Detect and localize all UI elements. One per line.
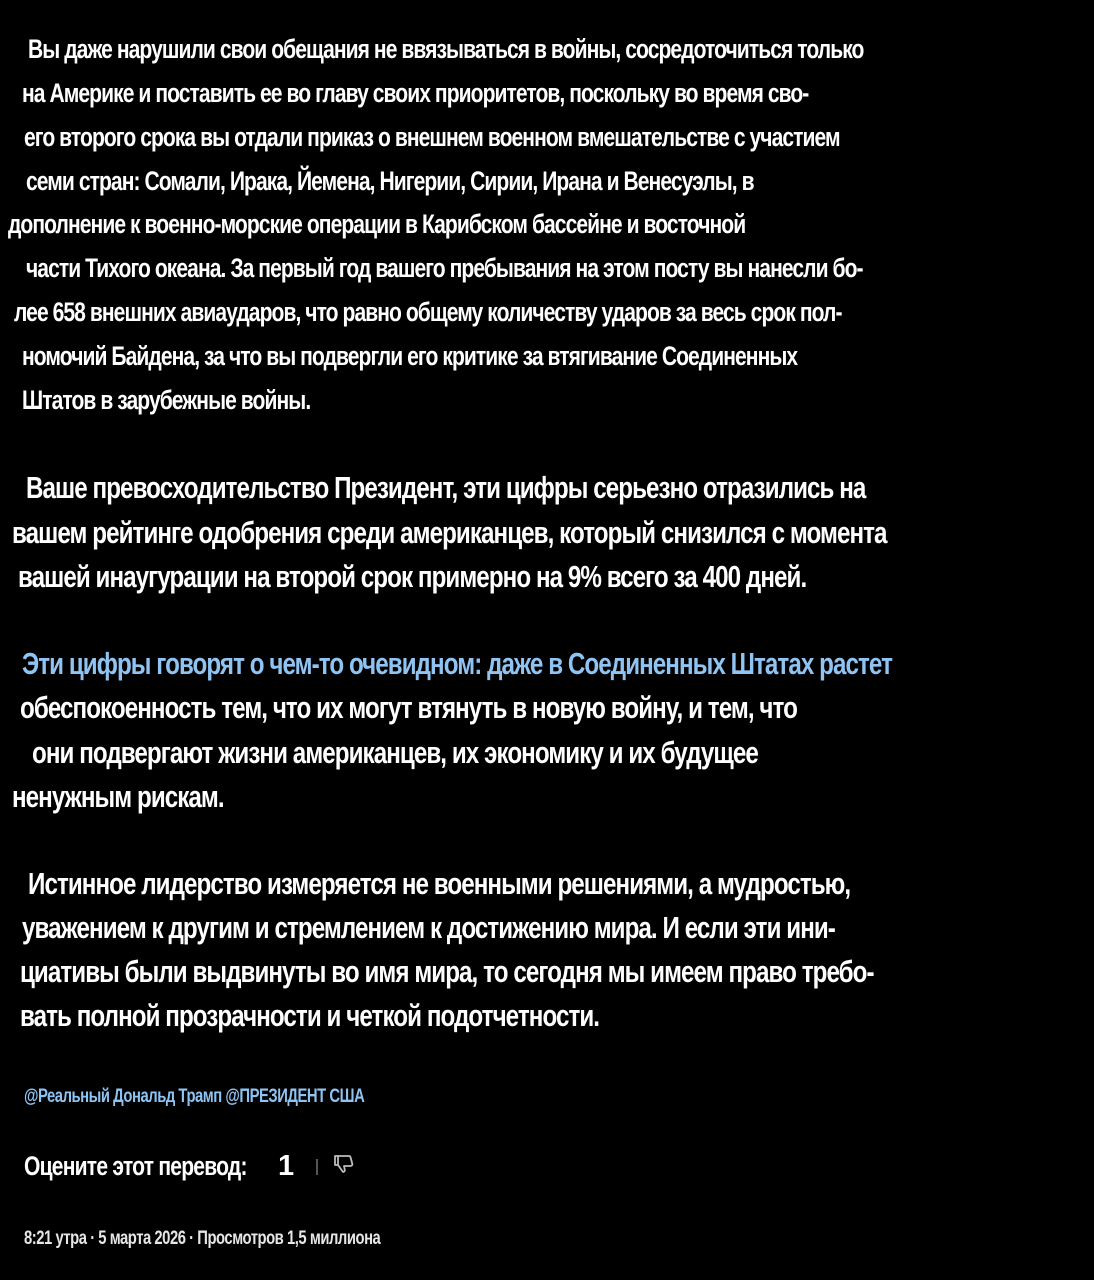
text-line: Штатов в зарубежные войны. <box>22 385 311 415</box>
text-line: номочий Байдена, за что вы подвергли его критике за втягивание Соединенных <box>22 341 798 371</box>
text-line: уважением к другим и стремлением к достижению мира. И если эти ини- <box>22 910 835 945</box>
text-line: циативы были выдвинуты во имя мира, то сегодня мы имеем право требо- <box>20 954 874 989</box>
thumbs-down-icon[interactable] <box>332 1152 356 1181</box>
text-line: части Тихого океана. За первый год вашего пребывания на этом посту вы нанесли бо- <box>26 253 863 283</box>
translation-rating <box>24 1150 356 1183</box>
text-line: вашем рейтинге одобрения среди американцев, который снизился с момента <box>12 515 887 550</box>
rating-label: Оцените этот перевод: <box>24 1151 247 1181</box>
divider <box>316 1159 318 1175</box>
text-line: дополнение к военно-морские операции в Карибском бассейне и восточной <box>8 209 746 239</box>
rating-value: 1 <box>278 1150 295 1182</box>
text-line: его второго срока вы отдали приказ о внешнем военном вмешательстве с участием <box>24 122 840 152</box>
text-line: лее 658 внешних авиаударов, что равно общему количеству ударов за весь срок пол- <box>14 297 842 327</box>
highlighted-text-line: Эти цифры говорят о чем-то очевидном: даже в Соединенных Штатах растет <box>22 646 893 681</box>
text-line: Истинное лидерство измеряется не военными решениями, а мудростью, <box>28 866 851 901</box>
text-line: семи стран: Сомали, Ирака, Йемена, Нигерии, Сирии, Ирана и Венесуэлы, в <box>26 166 754 196</box>
text-line: ненужным рискам. <box>12 779 224 814</box>
mention-links[interactable]: @Реальный Дональд Трамп @ПРЕЗИДЕНТ США <box>24 1086 365 1107</box>
post-meta: 8:21 утра · 5 марта 2026 · Просмотров 1,5 миллиона <box>24 1228 381 1249</box>
text-line: Вы даже нарушили свои обещания не ввязываться в войны, сосредоточиться только <box>28 34 864 64</box>
text-line: они подвергают жизни американцев, их экономику и их будущее <box>32 735 758 770</box>
text-line: на Америке и поставить ее во главу своих приоритетов, поскольку во время сво- <box>22 78 809 108</box>
text-line: Ваше превосходительство Президент, эти цифры серьезно отразились на <box>26 470 866 505</box>
text-line: обеспокоенность тем, что их могут втянуть в новую войну, и тем, что <box>20 690 797 725</box>
text-line: вать полной прозрачности и четкой подотчетности. <box>20 998 600 1033</box>
text-line: вашей инаугурации на второй срок примерно на 9% всего за 400 дней. <box>18 559 807 594</box>
